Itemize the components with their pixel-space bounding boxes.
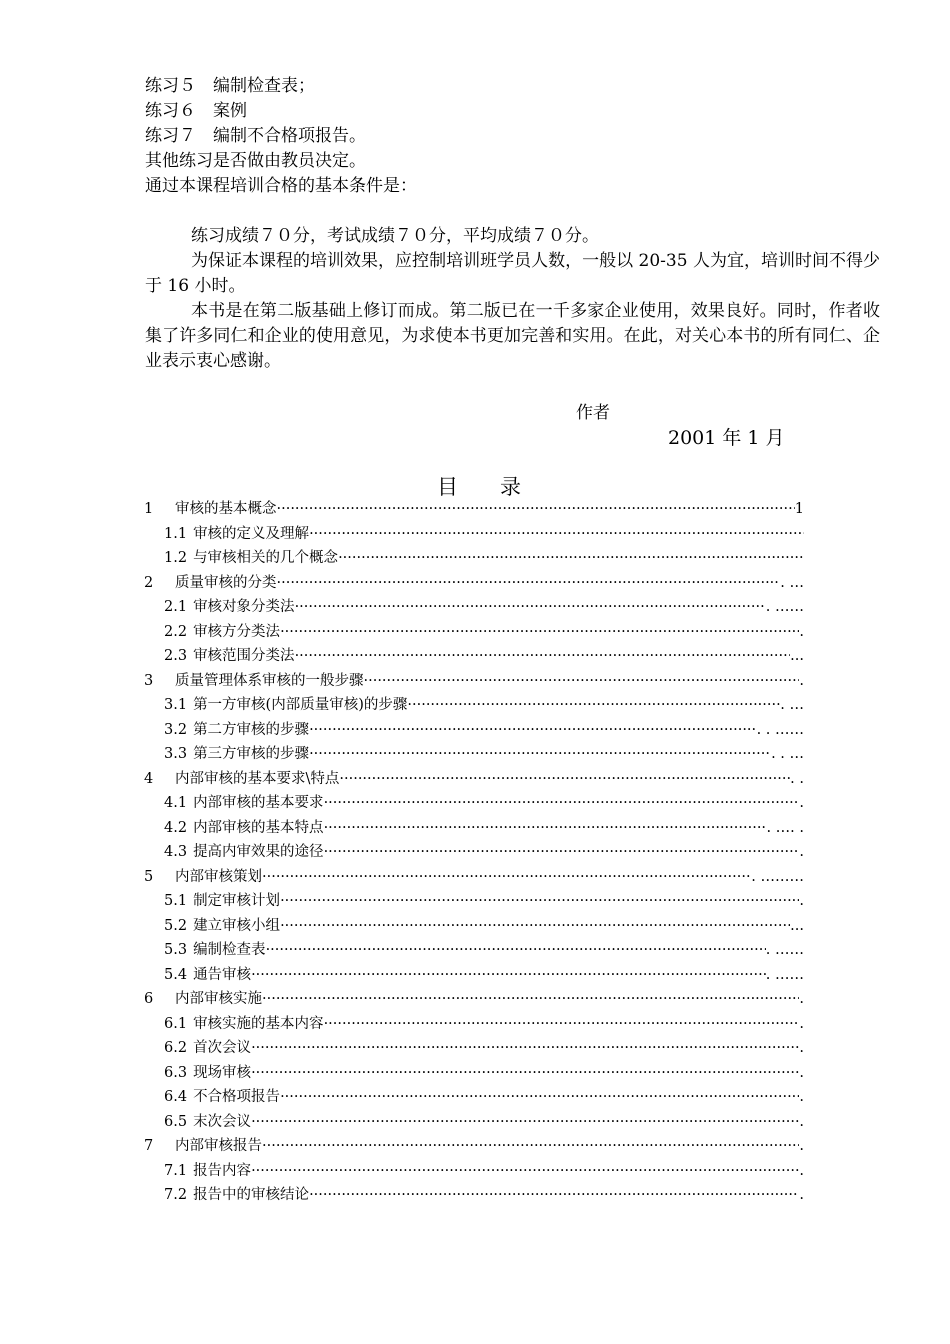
toc-entry-page: . bbox=[799, 672, 804, 689]
toc-dot-leader bbox=[324, 791, 800, 816]
toc-entry-page: . bbox=[799, 1089, 804, 1105]
toc-entry bbox=[144, 693, 804, 718]
toc-entry-page: . … bbox=[780, 574, 804, 591]
toc-entry-title: 质量管理体系审核的一般步骤 bbox=[175, 672, 364, 689]
toc-dot-leader bbox=[280, 889, 799, 914]
toc-entry bbox=[144, 767, 804, 792]
toc-entry-number: 5.4 bbox=[164, 966, 188, 983]
toc-entry-title: 建立审核小组 bbox=[193, 917, 281, 934]
toc-dot-leader bbox=[309, 718, 757, 743]
toc-entry-number: 5.3 bbox=[164, 942, 188, 958]
toc-dot-leader bbox=[280, 1085, 799, 1110]
toc-dot-leader bbox=[251, 1110, 799, 1135]
toc-entry bbox=[144, 865, 804, 890]
toc-entry bbox=[144, 742, 804, 767]
toc-entry-title: 审核实施的基本内容 bbox=[193, 1015, 324, 1032]
toc-entry bbox=[144, 1012, 804, 1037]
toc-entry-page: . . bbox=[790, 770, 804, 787]
toc-entry bbox=[144, 963, 804, 988]
toc-entry-title: 制定审核计划 bbox=[193, 893, 281, 909]
toc-dot-leader bbox=[277, 497, 795, 522]
toc-entry-title: 不合格项报告 bbox=[193, 1089, 281, 1105]
toc-entry-title: 内部审核的基本要求\特点 bbox=[175, 770, 340, 787]
toc-dot-leader bbox=[309, 742, 771, 767]
toc-entry-page: . bbox=[799, 623, 804, 640]
toc-entry bbox=[144, 1085, 804, 1110]
exercise-line: 练习５ 编制检查表； bbox=[145, 76, 315, 96]
toc-entry-number: 3.3 bbox=[164, 746, 188, 762]
toc-entry-number: 2 bbox=[144, 574, 154, 591]
toc-entry bbox=[144, 522, 804, 547]
toc-entry-page: 1 bbox=[794, 501, 804, 517]
toc-entry-number: 7.2 bbox=[164, 1187, 188, 1203]
toc-entry-number: 1.2 bbox=[164, 550, 188, 566]
toc-entry-page: . … bbox=[780, 697, 804, 713]
toc-entry-page: ... bbox=[790, 917, 804, 934]
toc-entry-title: 编制检查表 bbox=[193, 942, 266, 958]
toc-entry bbox=[144, 1159, 804, 1184]
signature-date: 2001 年 1 月 bbox=[668, 427, 785, 449]
toc-entry-title: 现场审核 bbox=[193, 1064, 252, 1081]
toc-entry-title: 内部审核实施 bbox=[175, 991, 262, 1007]
toc-entry bbox=[144, 718, 804, 743]
toc-entry-page: . bbox=[799, 893, 804, 909]
toc-entry-title: 内部审核的基本特点 bbox=[193, 819, 324, 836]
paragraph: 本书是在第二版基础上修订而成。第二版已在一千多家企业使用，效果良好。同时，作者收集了许多同仁和企业的使用意见，为求使本书更加完善和实用。在此，对关心本书的所有同仁、企业表示衷心感谢。 bbox=[145, 301, 880, 371]
toc-entry-title: 内部审核报告 bbox=[175, 1138, 262, 1154]
toc-entry-page: . …… bbox=[765, 599, 804, 615]
toc-dot-leader bbox=[364, 669, 800, 694]
toc-entry-page: . bbox=[799, 1064, 804, 1081]
toc-entry bbox=[144, 571, 804, 596]
toc-entry-title: 审核的定义及理解 bbox=[193, 525, 310, 542]
toc-entry bbox=[144, 644, 804, 669]
toc-entry-number: 6.5 bbox=[164, 1113, 188, 1130]
toc-entry-title: 质量审核的分类 bbox=[175, 574, 277, 591]
toc-entry-title: 报告内容 bbox=[193, 1162, 252, 1179]
toc-entry-number: 1.1 bbox=[164, 525, 188, 542]
toc-entry-title: 第三方审核的步骤 bbox=[193, 746, 310, 762]
toc-entry-page: . bbox=[799, 1040, 804, 1056]
toc-dot-leader bbox=[309, 1183, 799, 1208]
toc-entry-number: 7 bbox=[144, 1138, 154, 1154]
note-line: 其他练习是否做由教员决定。 bbox=[145, 151, 366, 171]
toc-entry-page: . bbox=[799, 1015, 804, 1032]
toc-entry-number: 6.4 bbox=[164, 1089, 188, 1105]
toc-dot-leader bbox=[324, 1012, 800, 1037]
toc-dot-leader bbox=[251, 1159, 799, 1184]
toc-entry-page: ... bbox=[790, 648, 804, 664]
toc-entry-page: . bbox=[799, 1187, 804, 1203]
toc-entry bbox=[144, 791, 804, 816]
toc-entry-title: 提高内审效果的途径 bbox=[193, 844, 324, 860]
toc-dot-leader bbox=[324, 840, 800, 865]
toc-entry-number: 7.1 bbox=[164, 1162, 188, 1179]
toc-entry-number: 4.3 bbox=[164, 844, 188, 860]
toc-entry-number: 3 bbox=[144, 672, 154, 689]
toc-dot-leader bbox=[309, 522, 804, 547]
toc-entry-title: 内部审核的基本要求 bbox=[193, 795, 324, 811]
toc-entry-number: 4.2 bbox=[164, 819, 188, 836]
toc-entry-title: 首次会议 bbox=[193, 1040, 252, 1056]
toc-entry-title: 第一方审核(内部质量审核)的步骤 bbox=[193, 697, 408, 713]
toc-dot-leader bbox=[262, 865, 751, 890]
toc-entry bbox=[144, 1110, 804, 1135]
toc-entry bbox=[144, 1134, 804, 1159]
toc-dot-leader bbox=[324, 816, 767, 841]
toc-dot-leader bbox=[277, 571, 781, 596]
toc-entry-page: . bbox=[799, 1113, 804, 1130]
toc-entry-title: 第二方审核的步骤 bbox=[193, 721, 310, 738]
toc-dot-leader bbox=[251, 1036, 799, 1061]
toc-entry-title: 审核的基本概念 bbox=[175, 501, 277, 517]
toc-entry bbox=[144, 1061, 804, 1086]
toc-dot-leader bbox=[251, 1061, 799, 1086]
toc-dot-leader bbox=[280, 620, 799, 645]
toc-entry bbox=[144, 497, 804, 522]
toc-entry-number: 6.1 bbox=[164, 1015, 188, 1032]
toc-entry-page: . ……… bbox=[751, 868, 804, 885]
toc-entry bbox=[144, 938, 804, 963]
exercise-line: 练习７ 编制不合格项报告。 bbox=[145, 126, 366, 146]
toc-entry bbox=[144, 1036, 804, 1061]
toc-dot-leader bbox=[266, 938, 766, 963]
toc-entry-title: 与审核相关的几个概念 bbox=[193, 550, 339, 566]
toc-entry-number: 6.3 bbox=[164, 1064, 188, 1081]
paragraph: 练习成绩７０分，考试成绩７０分，平均成绩７０分。 bbox=[191, 226, 599, 246]
paragraph: 为保证本课程的培训效果，应控制培训班学员人数，一般以 20-35 人为宜，培训时间不得少于 16 小时。 bbox=[145, 251, 880, 296]
toc-entry-title: 末次会议 bbox=[193, 1113, 252, 1130]
toc-entry-title: 通告审核 bbox=[193, 966, 252, 983]
toc-entry-number: 4 bbox=[144, 770, 154, 787]
toc-entry-number: 2.2 bbox=[164, 623, 188, 640]
toc-entry-title: 审核方分类法 bbox=[193, 623, 281, 640]
toc-entry-number: 5 bbox=[144, 868, 154, 885]
toc-dot-leader bbox=[407, 693, 780, 718]
toc-entry-title: 审核对象分类法 bbox=[193, 599, 295, 615]
toc-entry-page: . bbox=[799, 844, 804, 860]
toc-entry bbox=[144, 987, 804, 1012]
toc-entry-number: 2.1 bbox=[164, 599, 188, 615]
toc-entry-number: 5.1 bbox=[164, 893, 188, 909]
note-line: 通过本课程培训合格的基本条件是： bbox=[145, 176, 417, 196]
toc-entry-page: . . …… bbox=[756, 721, 804, 738]
toc-entry-page: . . … bbox=[771, 746, 804, 762]
toc-title: 目录 bbox=[437, 475, 563, 499]
exercise-line: 练习６ 案例 bbox=[145, 101, 247, 121]
toc-entry bbox=[144, 620, 804, 645]
toc-dot-leader bbox=[262, 987, 799, 1012]
toc-entry bbox=[144, 889, 804, 914]
toc-entry-number: 3.2 bbox=[164, 721, 188, 738]
toc-entry bbox=[144, 595, 804, 620]
toc-entry-page: . bbox=[799, 1138, 804, 1154]
toc-entry bbox=[144, 816, 804, 841]
toc-entry-title: 报告中的审核结论 bbox=[193, 1187, 310, 1203]
toc-entry-page: . …. . bbox=[766, 819, 804, 836]
toc-entry bbox=[144, 914, 804, 939]
toc-entry-number: 4.1 bbox=[164, 795, 188, 811]
toc-entry-page: . bbox=[799, 991, 804, 1007]
table-of-contents bbox=[144, 497, 804, 1208]
toc-entry-number: 6 bbox=[144, 991, 154, 1007]
toc-entry-number: 3.1 bbox=[164, 697, 188, 713]
toc-entry-page: . …… bbox=[765, 942, 804, 958]
toc-entry-number: 1 bbox=[144, 501, 154, 517]
toc-entry-page: . bbox=[799, 795, 804, 811]
toc-entry-page: . …… bbox=[765, 966, 804, 983]
toc-entry bbox=[144, 669, 804, 694]
toc-entry-title: 审核范围分类法 bbox=[193, 648, 295, 664]
toc-entry-number: 5.2 bbox=[164, 917, 188, 934]
toc-entry bbox=[144, 546, 804, 571]
toc-dot-leader bbox=[338, 546, 804, 571]
signature-author: 作者 bbox=[576, 403, 610, 423]
toc-entry-page: . bbox=[799, 1162, 804, 1179]
toc-dot-leader bbox=[339, 767, 790, 792]
toc-dot-leader bbox=[251, 963, 766, 988]
toc-entry bbox=[144, 1183, 804, 1208]
toc-dot-leader bbox=[262, 1134, 799, 1159]
toc-dot-leader bbox=[295, 644, 791, 669]
toc-dot-leader bbox=[280, 914, 790, 939]
toc-dot-leader bbox=[295, 595, 766, 620]
toc-entry-number: 6.2 bbox=[164, 1040, 188, 1056]
toc-entry-title: 内部审核策划 bbox=[175, 868, 262, 885]
toc-entry bbox=[144, 840, 804, 865]
toc-entry-number: 2.3 bbox=[164, 648, 188, 664]
